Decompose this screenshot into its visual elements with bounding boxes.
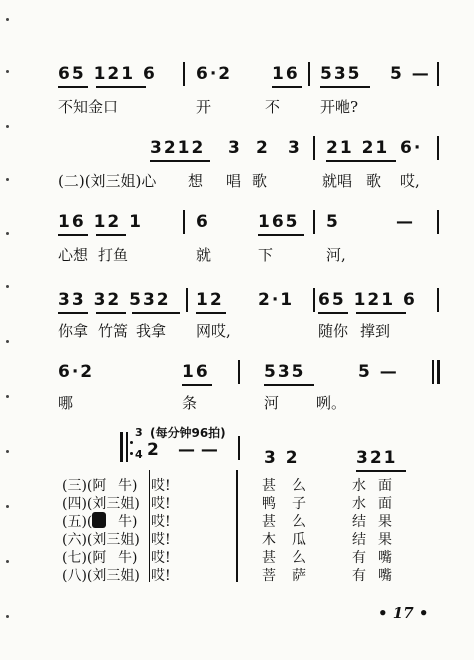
final-bar-line	[432, 360, 434, 384]
repeat-dot	[130, 441, 133, 444]
note-group: 16 12 1	[58, 212, 143, 232]
underline	[58, 312, 88, 314]
ink-smudge	[92, 512, 106, 528]
bar-line	[183, 210, 185, 234]
verse-word: 菩	[262, 568, 276, 584]
verse-exclamation: 哎!	[151, 550, 171, 566]
verse-label: (七)(阿	[62, 550, 107, 566]
verse-word: 甚	[262, 550, 276, 566]
lyric: 开	[196, 98, 212, 116]
verse-word: 么	[292, 550, 306, 566]
note-group: 12	[196, 290, 224, 310]
lyric: 随你	[318, 322, 349, 340]
verse-word: 面	[378, 478, 392, 494]
verse-word: 子	[292, 496, 306, 512]
underline	[356, 470, 406, 472]
repeat-start-bar	[120, 432, 123, 462]
margin-dot	[6, 615, 9, 618]
bar-line	[313, 210, 315, 234]
underline	[196, 312, 226, 314]
verse-word: 果	[378, 532, 392, 548]
note-group: — —	[178, 440, 218, 460]
note-group: 65 121 6	[58, 64, 157, 84]
verse-word: 果	[378, 514, 392, 530]
bar-line	[437, 136, 439, 160]
bar-line	[437, 62, 439, 86]
bar-line	[437, 288, 439, 312]
underline	[150, 160, 210, 162]
bar-line	[238, 360, 240, 384]
lyric: 网哎,	[196, 322, 231, 340]
underline	[96, 234, 126, 236]
verse-exclamation: 哎!	[151, 478, 171, 494]
bar-line	[183, 62, 185, 86]
time-signature-bottom: 4	[135, 448, 143, 461]
note-group: 5 —	[390, 64, 431, 84]
note-group: 2	[256, 138, 270, 158]
verse-exclamation: 哎!	[151, 496, 171, 512]
lyric: 打鱼	[98, 246, 129, 264]
verse-word: 木	[262, 532, 276, 548]
margin-dot	[6, 560, 9, 563]
verse-separator-line	[236, 470, 238, 582]
note-group: 16	[182, 362, 210, 382]
note-group: 3	[228, 138, 242, 158]
note-group: 2	[147, 440, 161, 460]
verse-word: 有	[352, 568, 366, 584]
verse-word: 水	[352, 496, 366, 512]
note-group: 2·1	[258, 290, 295, 310]
underline	[96, 86, 146, 88]
lyric: (二)(刘三姐)心	[58, 172, 157, 190]
lyric: 你拿	[58, 322, 89, 340]
verse-label: 牛)	[118, 514, 138, 530]
repeat-dot	[130, 452, 133, 455]
note-group: 3 2	[264, 448, 300, 468]
verse-word: 面	[378, 496, 392, 512]
repeat-start-bar	[126, 432, 128, 462]
lyric: 就	[196, 246, 212, 264]
lyric: 唱	[226, 172, 242, 190]
note-group: 3	[288, 138, 302, 158]
verse-label: (八)(刘三姐)	[62, 568, 140, 584]
verse-word: 水	[352, 478, 366, 494]
note-group: 16	[272, 64, 300, 84]
note-group: —	[396, 212, 413, 232]
bar-line	[313, 136, 315, 160]
underline	[326, 160, 396, 162]
margin-dot	[6, 232, 9, 235]
final-bar-line	[437, 360, 440, 384]
verse-label: (四)(刘三姐)	[62, 496, 140, 512]
underline	[320, 86, 370, 88]
verse-label: 牛)	[118, 478, 138, 494]
verse-exclamation: 哎!	[151, 568, 171, 584]
lyric: 心想	[58, 246, 89, 264]
margin-dot	[6, 285, 9, 288]
verse-word: 嘴	[378, 550, 392, 566]
bar-line	[238, 436, 240, 460]
note-group: 6·	[400, 138, 423, 158]
note-group: 165	[258, 212, 300, 232]
margin-dot	[6, 450, 9, 453]
tempo-marking: (每分钟96拍)	[150, 426, 226, 440]
verse-word: 鸭	[262, 496, 276, 512]
page-number: • 17 •	[378, 604, 429, 622]
verse-divider	[149, 470, 150, 582]
note-group: 65 121 6	[318, 290, 417, 310]
lyric: 哎,	[400, 172, 420, 190]
lyric: 撑到	[360, 322, 391, 340]
verse-exclamation: 哎!	[151, 532, 171, 548]
bar-line	[313, 288, 315, 312]
underline	[96, 312, 126, 314]
lyric: 想	[188, 172, 204, 190]
note-group: 321	[356, 448, 398, 468]
underline	[318, 312, 348, 314]
margin-dot	[6, 505, 9, 508]
note-group: 535	[320, 64, 362, 84]
verse-word: 结	[352, 532, 366, 548]
underline	[58, 86, 88, 88]
note-group: 21 21	[326, 138, 390, 158]
lyric: 下	[258, 246, 274, 264]
verse-word: 甚	[262, 478, 276, 494]
bar-line	[186, 288, 188, 312]
lyric: 歌	[366, 172, 382, 190]
margin-dot	[6, 70, 9, 73]
verse-word: 甚	[262, 514, 276, 530]
note-group: 3212	[150, 138, 206, 158]
margin-dot	[6, 340, 9, 343]
lyric: 咧。	[316, 394, 347, 412]
lyric: 竹篙	[98, 322, 129, 340]
time-signature-top: 3	[135, 426, 143, 439]
bar-line	[437, 210, 439, 234]
verse-word: 有	[352, 550, 366, 566]
verse-label: (六)(刘三姐)	[62, 532, 140, 548]
verse-word: 嘴	[378, 568, 392, 584]
margin-dot	[6, 125, 9, 128]
margin-dot	[6, 178, 9, 181]
note-group: 33 32 532	[58, 290, 171, 310]
verse-word: 萨	[292, 568, 306, 584]
note-group: 5 —	[358, 362, 399, 382]
underline	[58, 234, 88, 236]
bar-line	[308, 62, 310, 86]
verse-word: 结	[352, 514, 366, 530]
note-group: 6	[196, 212, 210, 232]
note-group: 6·2	[58, 362, 95, 382]
verse-word: 么	[292, 478, 306, 494]
lyric: 河	[264, 394, 280, 412]
lyric: 条	[182, 394, 198, 412]
lyric: 不	[265, 98, 281, 116]
underline	[258, 234, 304, 236]
verse-word: 瓜	[292, 532, 306, 548]
lyric: 开咃?	[320, 98, 359, 116]
note-group: 535	[264, 362, 306, 382]
underline	[264, 384, 314, 386]
margin-dot	[6, 18, 9, 21]
underline	[132, 312, 180, 314]
underline	[272, 86, 302, 88]
lyric: 歌	[252, 172, 268, 190]
lyric: 就唱	[322, 172, 353, 190]
margin-dot	[6, 395, 9, 398]
verse-label: 牛)	[118, 550, 138, 566]
verse-label: (三)(阿	[62, 478, 107, 494]
underline	[182, 384, 212, 386]
verse-label: (五)(	[62, 514, 93, 530]
lyric: 不知金口	[58, 98, 119, 116]
lyric: 哪	[58, 394, 74, 412]
note-group: 6·2	[196, 64, 233, 84]
verse-word: 么	[292, 514, 306, 530]
underline	[356, 312, 406, 314]
lyric: 河,	[326, 246, 346, 264]
verse-exclamation: 哎!	[151, 514, 171, 530]
note-group: 5	[326, 212, 340, 232]
lyric: 我拿	[136, 322, 167, 340]
